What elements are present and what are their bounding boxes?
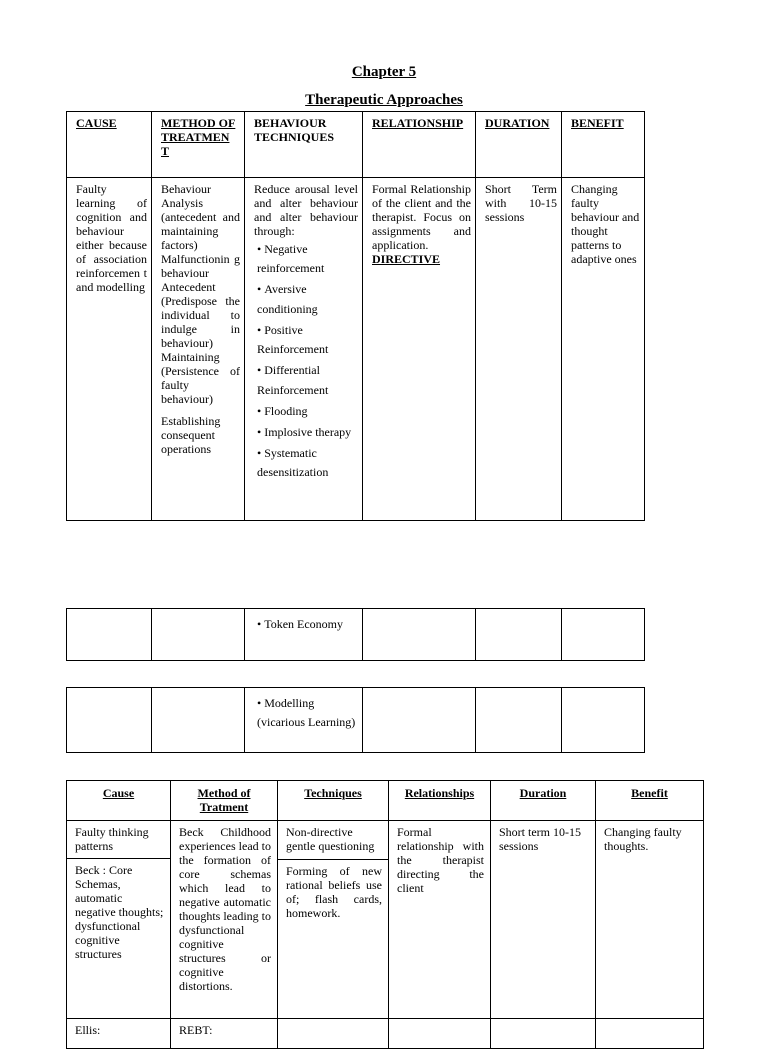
method-cell <box>152 178 245 521</box>
empty-cell <box>152 688 245 753</box>
list-item: • Systematic desensitization <box>257 444 358 483</box>
table-row <box>67 1019 704 1049</box>
column-header: CAUSE <box>67 112 152 178</box>
duration-cell: Short term 10-15 sessions <box>491 821 596 1019</box>
list-item: • Modelling (vicarious Learning) <box>257 694 358 733</box>
relationship-cell <box>363 178 476 521</box>
cause-cell: Faulty learning of cognition and behaviour either because of association reinforcemen t and modelling <box>67 178 152 521</box>
empty-cell <box>596 1019 704 1049</box>
empty-cell <box>67 688 152 753</box>
column-header: Relationships <box>389 781 491 821</box>
techniques-cell <box>278 821 389 1019</box>
empty-cell <box>67 609 152 661</box>
table-row <box>67 688 645 753</box>
techniques-list <box>254 240 358 483</box>
empty-cell <box>476 688 562 753</box>
column-header: RELATIONSHIP <box>363 112 476 178</box>
cause-cell: Ellis: <box>67 1019 171 1049</box>
page-title: Therapeutic Approaches <box>305 92 463 108</box>
cause-detail: Beck : Core Schemas, automatic negative thoughts; dysfunctional cognitive structures <box>67 858 170 965</box>
list-item: • Token Economy <box>257 615 358 635</box>
chapter-heading: Chapter 5 <box>351 64 417 80</box>
table-header-row <box>67 112 645 178</box>
method-text: Behaviour Analysis (antecedent and maintaining factors) Malfunctionin g behaviour Antecedent (Predispose the individual to indulge in behaviour) Maintaining (Persistence of faulty behaviour) <box>161 182 240 406</box>
empty-cell <box>389 1019 491 1049</box>
technique-text: Non-directive gentle questioning <box>286 825 375 853</box>
relationship-text: Formal Relationship of the client and the therapist. Focus on assignments and application. <box>372 182 471 252</box>
benefit-cell: Changing faulty behaviour and thought patterns to adaptive ones <box>562 178 645 521</box>
column-header: BEHAVIOUR TECHNIQUES <box>245 112 363 178</box>
column-header: Benefit <box>596 781 704 821</box>
column-header: Method of Tratment <box>171 781 278 821</box>
therapy-table-continuation <box>66 608 645 661</box>
technique-text: Forming of new rational beliefs use of; flash cards, homework. <box>278 859 388 1018</box>
benefit-cell: Changing faulty thoughts. <box>596 821 704 1019</box>
empty-cell <box>491 1019 596 1049</box>
therapy-table-behavioural <box>66 111 645 521</box>
techniques-cell <box>245 688 363 753</box>
techniques-cell <box>245 178 363 521</box>
table-row <box>67 609 645 661</box>
techniques-intro: Reduce arousal level and alter behaviour and alter behaviour through: <box>254 182 358 238</box>
list-item: • Negative reinforcement <box>257 240 358 279</box>
techniques-cell <box>245 609 363 661</box>
column-header: METHOD OF TREATMEN T <box>152 112 245 178</box>
table-row <box>67 821 704 1019</box>
list-item: • Differential Reinforcement <box>257 361 358 400</box>
column-header: Techniques <box>278 781 389 821</box>
therapy-table-continuation <box>66 687 645 753</box>
empty-cell <box>278 1019 389 1049</box>
directive-label: DIRECTIVE <box>372 252 441 266</box>
list-item: • Aversive conditioning <box>257 280 358 319</box>
duration-cell: Short Term with 10-15 sessions <box>476 178 562 521</box>
column-header: Duration <box>491 781 596 821</box>
column-header: BENEFIT <box>562 112 645 178</box>
empty-cell <box>562 609 645 661</box>
therapy-table-cognitive <box>66 780 704 1049</box>
cause-cell <box>67 821 171 1019</box>
table-header-row <box>67 781 704 821</box>
empty-cell <box>152 609 245 661</box>
column-header: DURATION <box>476 112 562 178</box>
empty-cell <box>363 609 476 661</box>
list-item: • Implosive therapy <box>257 423 358 443</box>
list-item: • Flooding <box>257 402 358 422</box>
method-cell: Beck Childhood experiences lead to the formation of core schemas which lead to negative automatic thoughts leading to dysfunctional cognitive structures or cognitive distortions. <box>171 821 278 1019</box>
empty-cell <box>476 609 562 661</box>
empty-cell <box>562 688 645 753</box>
list-item: • Positive Reinforcement <box>257 321 358 360</box>
table-row <box>67 178 645 521</box>
empty-cell <box>363 688 476 753</box>
cause-text: Faulty thinking patterns <box>75 825 149 853</box>
relationship-cell: Formal relationship with the therapist directing the client <box>389 821 491 1019</box>
method-cell: REBT: <box>171 1019 278 1049</box>
column-header: Cause <box>67 781 171 821</box>
method-text-secondary: Establishing consequent operations <box>161 414 221 456</box>
